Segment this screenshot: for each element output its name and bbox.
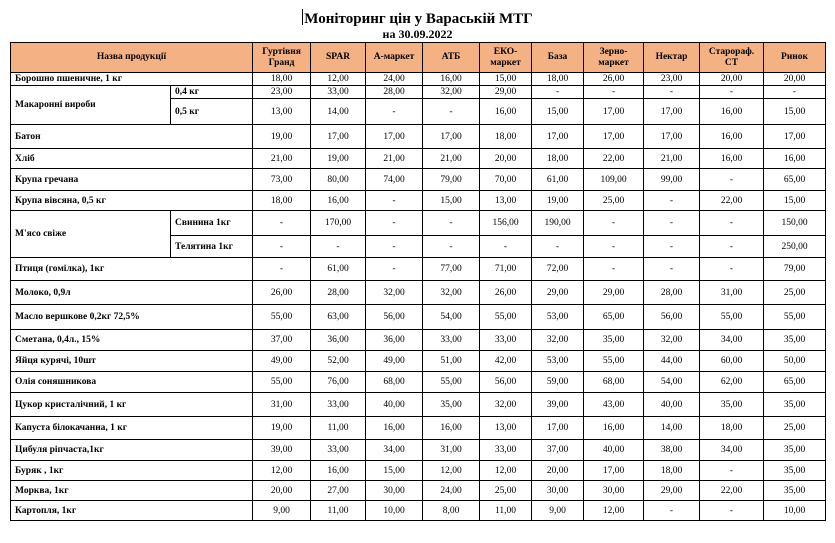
price-cell: - [644,501,700,521]
table-row [11,73,826,86]
price-cell: 12,00 [584,501,644,521]
price-cell: 65,00 [764,372,826,393]
price-cell: 16,00 [311,191,366,211]
price-cell: - [423,211,480,236]
price-cell: 12,00 [423,461,480,481]
price-cell: 17,00 [423,125,480,149]
table-row [11,501,826,521]
price-cell: 9,00 [532,501,584,521]
product-name: Масло вершкове 0,2кг 72,5% [11,305,253,330]
price-cell: - [366,99,423,125]
price-cell: 32,00 [366,281,423,305]
price-cell: 36,00 [311,330,366,351]
header-row [11,43,826,73]
price-cell: - [584,258,644,281]
price-cell: 19,00 [253,417,311,440]
price-cell: - [423,99,480,125]
price-cell: 16,00 [700,149,764,169]
price-cell: 28,00 [644,281,700,305]
header-store: Ринок [764,43,826,73]
price-cell: 55,00 [253,372,311,393]
price-cell: 63,00 [311,305,366,330]
product-name: Цибуля ріпчаста,1кг [11,440,253,461]
price-cell: 52,00 [311,351,366,372]
price-cell: 34,00 [700,330,764,351]
product-name: Хліб [11,149,253,169]
page-title [0,9,835,28]
price-cell: 16,00 [311,461,366,481]
price-cell: - [700,169,764,191]
price-cell: 17,00 [644,99,700,125]
price-cell: 24,00 [423,481,480,501]
price-cell: 55,00 [253,305,311,330]
price-cell: 16,00 [700,99,764,125]
price-cell: 20,00 [764,73,826,86]
price-cell: - [423,236,480,258]
price-cell: - [532,236,584,258]
price-cell: - [366,258,423,281]
price-cell: 30,00 [584,481,644,501]
price-cell: - [253,211,311,236]
price-cell: 40,00 [366,393,423,417]
price-cell: 32,00 [423,86,480,99]
price-cell: 35,00 [584,330,644,351]
price-cell: 16,00 [423,417,480,440]
price-cell: - [700,236,764,258]
price-cell: 23,00 [644,73,700,86]
price-cell: 15,00 [764,191,826,211]
product-variant: 0,4 кг [171,86,253,99]
header-store: Гуртівня Гранд [253,43,311,73]
price-cell: 99,00 [644,169,700,191]
header-store: Старораф. СТ [700,43,764,73]
price-cell: 32,00 [480,393,532,417]
product-name: М'ясо свіже [11,211,171,258]
price-cell: 21,00 [253,149,311,169]
price-cell: 17,00 [644,125,700,149]
price-cell: 28,00 [366,86,423,99]
price-cell: - [644,191,700,211]
product-variant: Свинина 1кг [171,211,253,236]
table-row [11,351,826,372]
table-row [11,86,826,99]
price-cell: 30,00 [532,481,584,501]
price-cell: 59,00 [532,372,584,393]
table-body [11,73,826,521]
price-cell: - [700,86,764,99]
table-row [11,191,826,211]
price-cell: 77,00 [423,258,480,281]
price-cell: 16,00 [480,99,532,125]
price-cell: 26,00 [584,73,644,86]
product-name: Крупа гречана [11,169,253,191]
price-cell: 29,00 [480,86,532,99]
price-cell: - [644,236,700,258]
header-product: Назва продукції [11,43,253,73]
table-row [11,305,826,330]
price-cell: 71,00 [480,258,532,281]
product-name: Макаронні вироби [11,86,171,125]
table-row [11,211,826,236]
price-cell: - [700,461,764,481]
table-row [11,440,826,461]
price-cell: 13,00 [253,99,311,125]
price-cell: 25,00 [764,281,826,305]
price-cell: 53,00 [532,305,584,330]
price-cell: 61,00 [532,169,584,191]
table-row [11,393,826,417]
product-name: Олія соняшникова [11,372,253,393]
price-cell: 11,00 [311,501,366,521]
price-cell: 28,00 [311,281,366,305]
price-cell: 56,00 [366,305,423,330]
price-cell: 20,00 [532,461,584,481]
price-cell: 30,00 [366,481,423,501]
price-cell: 12,00 [253,461,311,481]
price-cell: 156,00 [480,211,532,236]
price-cell: 20,00 [480,149,532,169]
price-cell: 15,00 [366,461,423,481]
price-cell: 11,00 [480,501,532,521]
price-cell: - [253,236,311,258]
table-row [11,372,826,393]
price-cell: 76,00 [311,372,366,393]
price-cell: 17,00 [366,125,423,149]
price-cell: 19,00 [311,149,366,169]
header-store: Зерно-маркет [584,43,644,73]
price-cell: 190,00 [532,211,584,236]
price-cell: 29,00 [532,281,584,305]
price-cell: 55,00 [480,305,532,330]
price-cell: 12,00 [480,461,532,481]
price-cell: 29,00 [644,481,700,501]
price-cell: - [311,236,366,258]
price-cell: 15,00 [423,191,480,211]
price-cell: 35,00 [764,481,826,501]
price-cell: 18,00 [253,191,311,211]
price-cell: - [584,236,644,258]
price-cell: 79,00 [423,169,480,191]
product-name: Сметана, 0,4л., 15% [11,330,253,351]
price-cell: - [644,86,700,99]
product-name: Яйця курячі, 10шт [11,351,253,372]
price-cell: 18,00 [644,461,700,481]
price-cell: 18,00 [532,73,584,86]
price-cell: 68,00 [584,372,644,393]
price-cell: - [366,191,423,211]
price-cell: 40,00 [644,393,700,417]
price-cell: 10,00 [366,501,423,521]
price-cell: 39,00 [532,393,584,417]
price-cell: 10,00 [764,501,826,521]
table-row [11,481,826,501]
product-name: Морква, 1кг [11,481,253,501]
price-cell: 35,00 [764,393,826,417]
price-cell: 37,00 [253,330,311,351]
price-cell: 33,00 [480,330,532,351]
price-cell: 16,00 [423,73,480,86]
price-cell: 36,00 [366,330,423,351]
product-name: Цукор кристалічний, 1 кг [11,393,253,417]
page-subtitle: на 30.09.2022 [382,27,453,41]
price-cell: 61,00 [311,258,366,281]
table-row [11,330,826,351]
price-cell: 23,00 [253,86,311,99]
price-cell: 35,00 [700,393,764,417]
price-cell: 53,00 [532,351,584,372]
product-name: Картопля, 1кг [11,501,253,521]
price-cell: 21,00 [366,149,423,169]
table-row [11,258,826,281]
price-cell: 33,00 [311,393,366,417]
price-cell: 65,00 [584,305,644,330]
price-cell: 17,00 [311,125,366,149]
price-cell: 32,00 [532,330,584,351]
price-cell: 16,00 [366,417,423,440]
price-cell: - [700,211,764,236]
price-cell: 31,00 [700,281,764,305]
price-table [10,42,826,521]
price-cell: 79,00 [764,258,826,281]
price-cell: 54,00 [644,372,700,393]
price-cell: 65,00 [764,169,826,191]
price-cell: - [480,236,532,258]
product-name: Молоко, 0,9л [11,281,253,305]
price-cell: 43,00 [584,393,644,417]
price-cell: 33,00 [423,330,480,351]
header-store: АТБ [423,43,480,73]
price-cell: 15,00 [532,99,584,125]
price-cell: 33,00 [311,440,366,461]
price-cell: 33,00 [480,440,532,461]
price-cell: 109,00 [584,169,644,191]
price-cell: 35,00 [764,461,826,481]
price-cell: 9,00 [253,501,311,521]
price-cell: 17,00 [764,125,826,149]
price-cell: 35,00 [764,440,826,461]
price-cell: 37,00 [532,440,584,461]
price-cell: 80,00 [311,169,366,191]
price-cell: 34,00 [366,440,423,461]
price-cell: 40,00 [584,440,644,461]
header-store: SPAR [311,43,366,73]
table-row [11,149,826,169]
price-cell: 17,00 [584,125,644,149]
table-row [11,281,826,305]
price-cell: 13,00 [480,417,532,440]
price-cell: 29,00 [584,281,644,305]
price-cell: 56,00 [480,372,532,393]
price-cell: 32,00 [644,330,700,351]
price-cell: 21,00 [644,149,700,169]
price-cell: 21,00 [423,149,480,169]
price-cell: 8,00 [423,501,480,521]
title-text: Моніторинг цін у Вараській МТГ [304,11,533,27]
price-cell: 60,00 [700,351,764,372]
price-cell: 22,00 [584,149,644,169]
price-cell: 55,00 [423,372,480,393]
price-cell: 20,00 [700,73,764,86]
price-cell: 19,00 [532,191,584,211]
price-cell: 42,00 [480,351,532,372]
price-cell: 24,00 [366,73,423,86]
price-cell: 11,00 [311,417,366,440]
price-cell: 38,00 [644,440,700,461]
header-store: А-маркет [366,43,423,73]
price-cell: 25,00 [584,191,644,211]
product-name: Крупа вівсяна, 0,5 кг [11,191,253,211]
table-row [11,417,826,440]
price-cell: 25,00 [480,481,532,501]
price-cell: 31,00 [253,393,311,417]
price-cell: 51,00 [423,351,480,372]
table-row [11,169,826,191]
price-cell: - [366,236,423,258]
price-cell: 70,00 [480,169,532,191]
price-cell: 74,00 [366,169,423,191]
price-cell: 55,00 [700,305,764,330]
price-cell: 27,00 [311,481,366,501]
price-cell: 17,00 [584,461,644,481]
product-name: Батон [11,125,253,149]
price-cell: 72,00 [532,258,584,281]
price-cell: 49,00 [253,351,311,372]
price-cell: 15,00 [764,99,826,125]
price-cell: 17,00 [584,99,644,125]
product-variant: Телятина 1кг [171,236,253,258]
price-cell: 34,00 [700,440,764,461]
price-cell: 44,00 [644,351,700,372]
price-cell: 54,00 [423,305,480,330]
price-cell: 17,00 [532,417,584,440]
product-variant: 0,5 кг [171,99,253,125]
price-cell: 31,00 [423,440,480,461]
price-cell: 35,00 [423,393,480,417]
price-cell: 18,00 [700,417,764,440]
price-cell: 170,00 [311,211,366,236]
price-cell: 12,00 [311,73,366,86]
header-store: Нектар [644,43,700,73]
price-cell: 16,00 [700,125,764,149]
header-store: База [532,43,584,73]
price-cell: 13,00 [480,191,532,211]
price-cell: 19,00 [253,125,311,149]
price-cell: 17,00 [532,125,584,149]
price-cell: 22,00 [700,191,764,211]
price-cell: 18,00 [480,125,532,149]
price-cell: 16,00 [764,149,826,169]
price-cell: 16,00 [584,417,644,440]
price-cell: 250,00 [764,236,826,258]
price-cell: 55,00 [584,351,644,372]
product-name: Птиця (гомілка), 1кг [11,258,253,281]
price-cell: - [700,501,764,521]
price-cell: - [700,258,764,281]
price-cell: - [764,86,826,99]
product-name: Буряк , 1кг [11,461,253,481]
price-cell: - [584,211,644,236]
price-cell: 49,00 [366,351,423,372]
price-cell: 20,00 [253,481,311,501]
table-row [11,461,826,481]
price-cell: 62,00 [700,372,764,393]
price-cell: 18,00 [253,73,311,86]
price-cell: 39,00 [253,440,311,461]
price-cell: 14,00 [644,417,700,440]
price-cell: - [532,86,584,99]
price-cell: 15,00 [480,73,532,86]
product-name: Борошно пшеничне, 1 кг [11,73,253,86]
product-name: Капуста білокачанна, 1 кг [11,417,253,440]
price-cell: 35,00 [764,330,826,351]
price-cell: 33,00 [311,86,366,99]
price-cell: 55,00 [764,305,826,330]
price-cell: 26,00 [253,281,311,305]
price-cell: 14,00 [311,99,366,125]
table-row [11,125,826,149]
price-cell: - [253,258,311,281]
price-cell: 68,00 [366,372,423,393]
header-store: ЕКО-маркет [480,43,532,73]
price-cell: 150,00 [764,211,826,236]
price-cell: 26,00 [480,281,532,305]
price-cell: 25,00 [764,417,826,440]
price-cell: - [584,86,644,99]
price-cell: 56,00 [644,305,700,330]
price-cell: 18,00 [532,149,584,169]
price-cell: 32,00 [423,281,480,305]
price-cell: 50,00 [764,351,826,372]
price-cell: - [644,211,700,236]
price-cell: 73,00 [253,169,311,191]
price-cell: 22,00 [700,481,764,501]
price-cell: - [366,211,423,236]
price-cell: - [644,258,700,281]
